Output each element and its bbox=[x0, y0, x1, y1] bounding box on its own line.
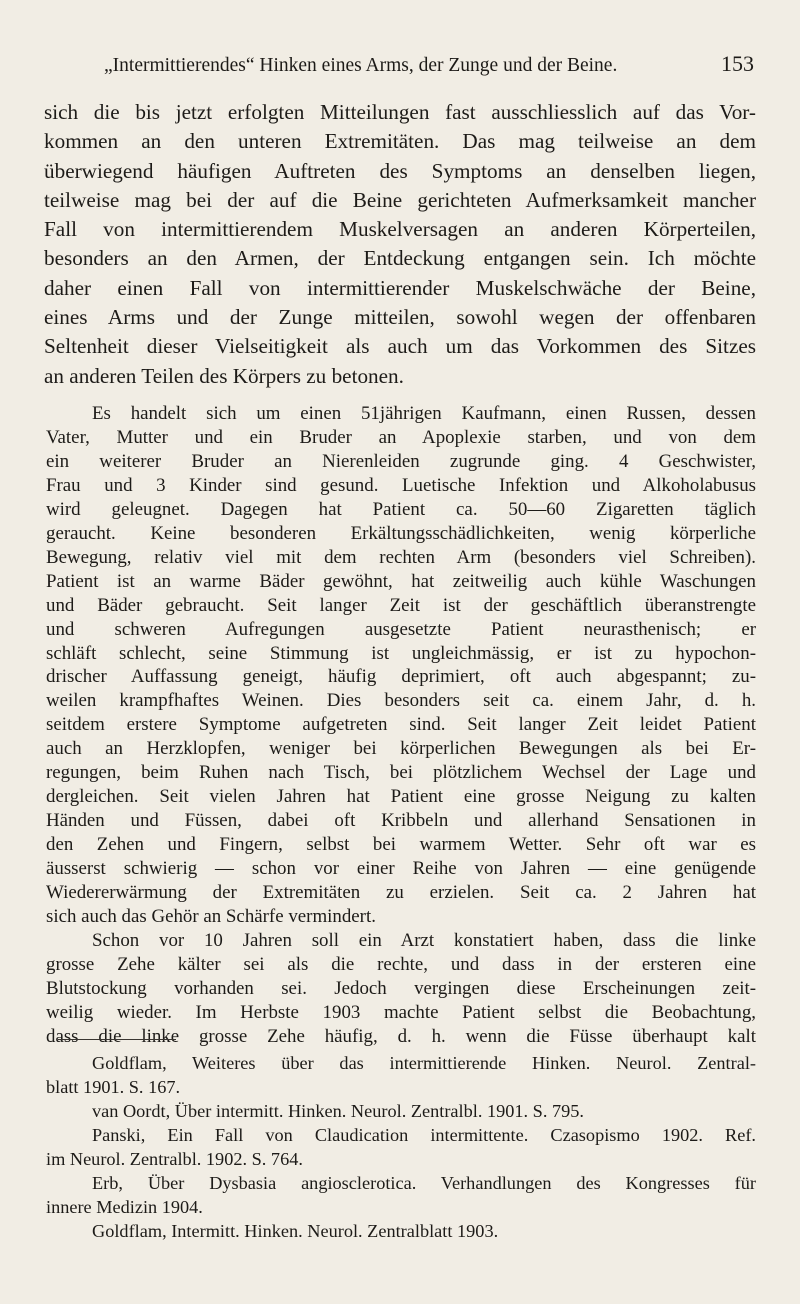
text-line: ein weiterer Bruder an Nierenleiden zugrunde ging. 4 Geschwister, bbox=[46, 450, 756, 472]
text-line: den Zehen und Fingern, selbst bei warmem Wetter. Sehr oft war es bbox=[46, 834, 756, 856]
footnote-line: Panski, Ein Fall von Claudication intermittente. Czasopismo 1902. Ref. bbox=[92, 1124, 756, 1145]
text-line: äusserst schwierig — schon vor einer Reihe von Jahren — eine genügende bbox=[46, 858, 756, 880]
text-line: geraucht. Keine besonderen Erkältungsschädlichkeiten, wenig körperliche bbox=[46, 522, 756, 544]
text-line: regungen, beim Ruhen nach Tisch, bei plötzlichem Wechsel der Lage und bbox=[46, 762, 756, 784]
text-line: teilweise mag bei der auf die Beine gerichteten Aufmerksamkeit mancher bbox=[44, 187, 756, 212]
text-line: sich die bis jetzt erfolgten Mitteilungen fast ausschliesslich auf das Vor- bbox=[44, 100, 756, 124]
footnote-line: Goldflam, Weiteres über das intermittierende Hinken. Neurol. Zentral- bbox=[92, 1053, 756, 1073]
text-line: Vater, Mutter und ein Bruder an Apoplexie starben, und von dem bbox=[46, 426, 756, 448]
text-line: überwiegend häufigen Auftreten des Symptoms an denselben liegen, bbox=[44, 158, 756, 183]
text-line: auch an Herzklopfen, weniger bei körperlichen Bewegungen als bei Er- bbox=[46, 738, 756, 760]
text-line: Bewegung, relativ viel mit dem rechten Arm (besonders viel Schreiben). bbox=[46, 546, 756, 568]
footnotes bbox=[46, 1052, 756, 1244]
footnote-line: innere Medizin 1904. bbox=[46, 1196, 203, 1217]
text-line: und schweren Aufregungen ausgesetzte Patient neurasthenisch; er bbox=[46, 618, 756, 640]
text-line: Seltenheit dieser Vielseitigkeit als auch um das Vorkommen des Sitzes bbox=[44, 334, 756, 359]
footnote-line: blatt 1901. S. 167. bbox=[46, 1076, 181, 1097]
text-line: Patient ist an warme Bäder gewöhnt, hat zeitweilig auch kühle Waschungen bbox=[46, 570, 756, 592]
footnote-separator bbox=[58, 1039, 176, 1040]
text-line: Es handelt sich um einen 51jährigen Kaufmann, einen Russen, dessen bbox=[92, 403, 756, 424]
text-line: drischer Auffassung geneigt, häufig deprimiert, oft auch abgespannt; zu- bbox=[46, 666, 756, 688]
text-line: besonders an den Armen, der Entdeckung entgangen sein. Ich möchte bbox=[44, 246, 756, 271]
text-line: weilig wieder. Im Herbste 1903 machte Patient selbst die Beobachtung, bbox=[46, 1001, 756, 1023]
text-line: Schon vor 10 Jahren soll ein Arzt konstatiert haben, dass die linke bbox=[92, 929, 756, 951]
text-line: und Bäder gebraucht. Seit langer Zeit ist der geschäftlich überanstrengte bbox=[46, 594, 756, 616]
text-line: Frau und 3 Kinder sind gesund. Luetische Infektion und Alkoholabusus bbox=[46, 474, 756, 496]
text-line: dergleichen. Seit vielen Jahren hat Patient eine grosse Neigung zu kalten bbox=[46, 786, 756, 808]
case-report-text bbox=[46, 402, 756, 1049]
text-line: grosse Zehe kälter sei als die rechte, und dass in der ersteren eine bbox=[46, 953, 756, 975]
running-header bbox=[104, 52, 754, 80]
text-line: schläft schlecht, seine Stimmung ist ungleichmässig, er ist zu hypochon- bbox=[46, 642, 756, 664]
text-line: daher einen Fall von intermittierender Muskelschwäche der Beine, bbox=[44, 275, 756, 300]
text-line: Fall von intermittierendem Muskelversagen an anderen Körperteilen, bbox=[44, 217, 756, 242]
page-number: 153 bbox=[721, 51, 754, 76]
text-line: Wiedererwärmung der Extremitäten zu erzielen. Seit ca. 2 Jahren hat bbox=[46, 882, 756, 904]
footnote-line: van Oordt, Über intermitt. Hinken. Neurol. Zentralbl. 1901. S. 795. bbox=[92, 1100, 584, 1121]
text-line: sich auch das Gehör an Schärfe vermindert. bbox=[46, 906, 376, 928]
text-line: kommen an den unteren Extremitäten. Das mag teilweise an dem bbox=[44, 129, 756, 154]
running-title: „Intermittierendes“ Hinken eines Arms, der Zunge und der Beine. bbox=[104, 55, 618, 76]
text-line: weilen krampfhaftes Weinen. Dies besonders seit ca. einem Jahr, d. h. bbox=[46, 690, 756, 712]
text-line: Händen und Füssen, dabei oft Kribbeln und allerhand Sensationen in bbox=[46, 810, 756, 832]
text-line: wird geleugnet. Dagegen hat Patient ca. 50—60 Zigaretten täglich bbox=[46, 498, 756, 520]
text-line: dass die linke grosse Zehe häufig, d. h. wenn die Füsse überhaupt kalt bbox=[46, 1025, 756, 1047]
text-line: Blutstockung vorhanden sei. Jedoch vergingen diese Erscheinungen zeit- bbox=[46, 977, 756, 999]
intro-paragraph bbox=[44, 98, 756, 391]
footnote-line: im Neurol. Zentralbl. 1902. S. 764. bbox=[46, 1148, 303, 1169]
text-line: an anderen Teilen des Körpers zu betonen. bbox=[44, 363, 404, 388]
text-line: eines Arms und der Zunge mitteilen, sowohl wegen der offenbaren bbox=[44, 305, 756, 330]
footnote-line: Goldflam, Intermitt. Hinken. Neurol. Zentralblatt 1903. bbox=[92, 1220, 499, 1241]
footnote-line: Erb, Über Dysbasia angiosclerotica. Verhandlungen des Kongresses für bbox=[92, 1172, 756, 1193]
text-line: seitdem erstere Symptome aufgetreten sind. Seit langer Zeit leidet Patient bbox=[46, 714, 756, 736]
